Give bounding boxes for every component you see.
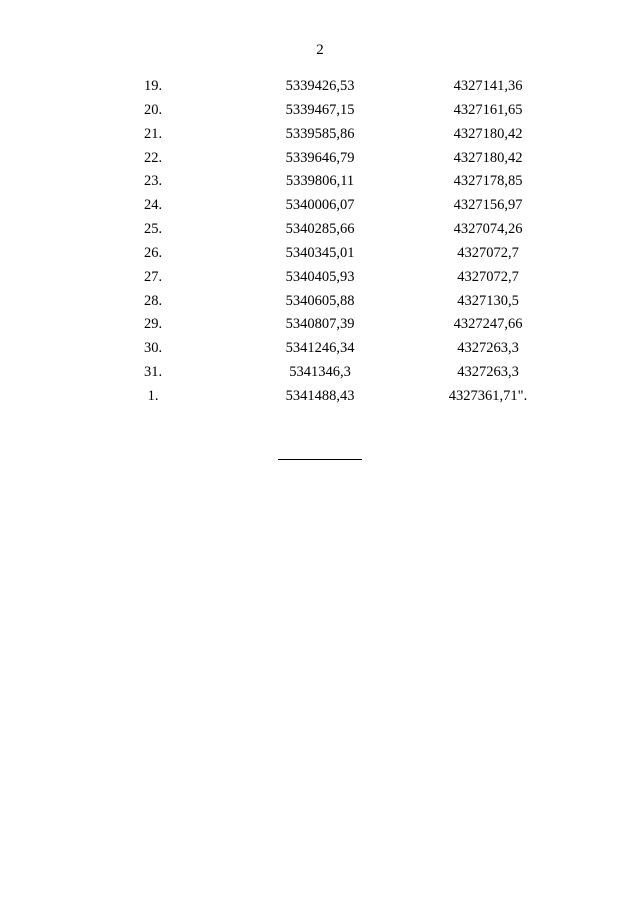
point-number: 21.	[143, 125, 163, 142]
point-number: 28.	[143, 292, 163, 309]
x-coordinate: 5341346,3	[289, 364, 351, 381]
point-number: 26.	[143, 244, 163, 261]
point-number: 30.	[143, 340, 163, 357]
point-number: 25.	[143, 221, 163, 238]
point-number: 27.	[143, 268, 163, 285]
x-coordinate: 5340285,66	[285, 221, 355, 238]
y-coordinate: 4327361,71".	[448, 387, 528, 404]
point-number: 23.	[143, 173, 163, 190]
x-coordinate: 5339467,15	[285, 101, 355, 118]
x-coordinate: 5339806,11	[285, 173, 355, 190]
point-number: 24.	[143, 197, 163, 214]
y-coordinate: 4327247,66	[453, 316, 523, 333]
table-row	[0, 291, 640, 315]
x-coordinate: 5340807,39	[285, 316, 355, 333]
x-coordinate: 5339426,53	[285, 78, 355, 94]
y-coordinate: 4327180,42	[453, 125, 523, 142]
y-coordinate: 4327141,36	[453, 78, 523, 94]
end-separator-line	[278, 459, 362, 460]
y-coordinate: 4327156,97	[453, 197, 523, 214]
table-row	[0, 267, 640, 291]
point-number: 31.	[143, 364, 163, 381]
coordinates-table	[0, 76, 640, 410]
table-row	[0, 362, 640, 386]
x-coordinate: 5339646,79	[285, 149, 355, 166]
table-row	[0, 76, 640, 100]
y-coordinate: 4327178,85	[453, 173, 523, 190]
table-row	[0, 219, 640, 243]
x-coordinate: 5341488,43	[285, 387, 355, 404]
y-coordinate: 4327072,7	[457, 244, 519, 261]
table-row	[0, 243, 640, 267]
point-number: 29.	[143, 316, 163, 333]
x-coordinate: 5340605,88	[285, 292, 355, 309]
y-coordinate: 4327263,3	[457, 340, 519, 357]
page-number: 2	[316, 42, 324, 58]
table-row	[0, 100, 640, 124]
x-coordinate: 5340405,93	[285, 268, 355, 285]
y-coordinate: 4327263,3	[457, 364, 519, 381]
point-number: 1.	[147, 387, 159, 404]
y-coordinate: 4327074,26	[453, 221, 523, 238]
x-coordinate: 5340345,01	[285, 244, 355, 261]
point-number: 19.	[143, 78, 163, 94]
point-number: 20.	[143, 101, 163, 118]
table-row	[0, 195, 640, 219]
x-coordinate: 5339585,86	[285, 125, 355, 142]
y-coordinate: 4327072,7	[457, 268, 519, 285]
table-row	[0, 314, 640, 338]
table-row	[0, 386, 640, 410]
table-row	[0, 148, 640, 172]
y-coordinate: 4327130,5	[457, 292, 519, 309]
point-number: 22.	[143, 149, 163, 166]
table-row	[0, 338, 640, 362]
table-row	[0, 124, 640, 148]
table-row	[0, 171, 640, 195]
y-coordinate: 4327161,65	[453, 101, 523, 118]
x-coordinate: 5340006,07	[285, 197, 355, 214]
x-coordinate: 5341246,34	[285, 340, 355, 357]
y-coordinate: 4327180,42	[453, 149, 523, 166]
